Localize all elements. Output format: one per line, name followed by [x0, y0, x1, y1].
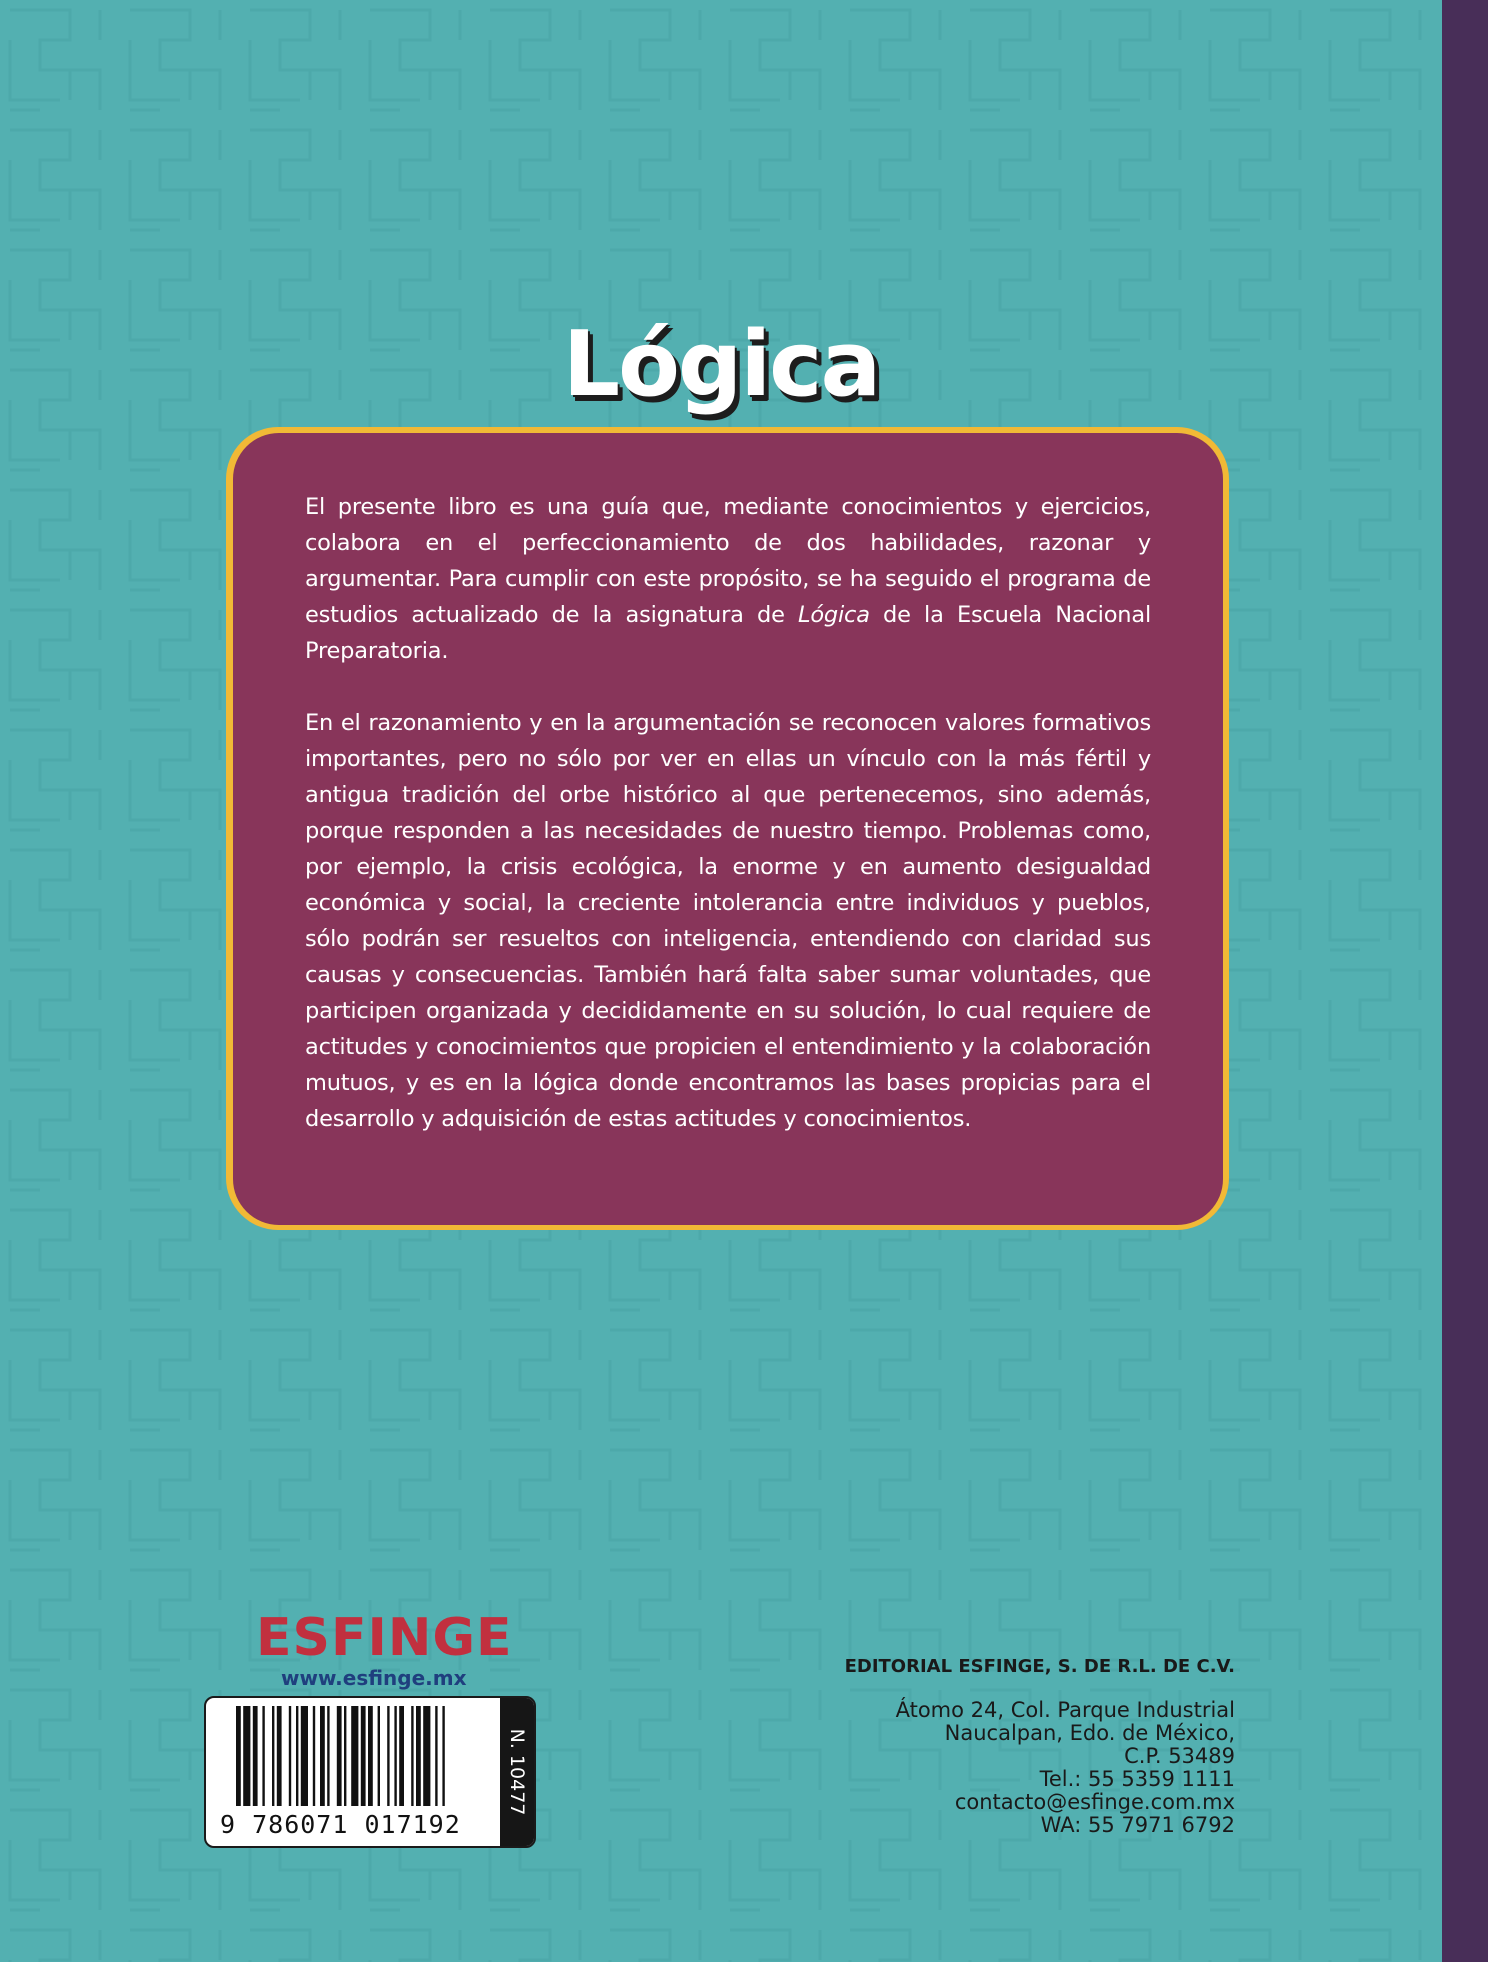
barcode-bar [262, 1706, 264, 1806]
book-title: Lógica [562, 312, 880, 417]
barcode-bar [296, 1706, 298, 1806]
barcode-bar [435, 1706, 437, 1806]
barcode-bar [361, 1706, 366, 1806]
barcode-bar [399, 1706, 404, 1806]
description-card [233, 433, 1223, 1225]
barcode-bar [277, 1706, 282, 1806]
publisher-website: www.esfinge.mx [281, 1666, 467, 1690]
description-paragraph-1 [305, 489, 1151, 669]
barcode-bar [301, 1706, 308, 1806]
publisher-whatsapp: WA: 55 7971 6792 [1040, 1813, 1235, 1837]
paragraph-1-italic-title: Lógica [797, 602, 870, 628]
barcode-bar [344, 1706, 346, 1806]
barcode-bar [411, 1706, 413, 1806]
publisher-logo: ESFINGE [256, 1608, 513, 1668]
barcode-bar [236, 1706, 241, 1806]
barcode-bar [387, 1706, 389, 1806]
barcode-bar [313, 1706, 315, 1806]
barcode-bar [253, 1706, 258, 1806]
publisher-address-2: Naucalpan, Edo. de México, [944, 1721, 1235, 1745]
paragraph-1-text-start: El presente libro es una guía que, mediante conocimientos y ejercicios, colabora en el perfeccionamiento de dos habilidades, razonar y argumentar. Para cumplir con este propósito, se ha seguido el programa de estudios actualizado de la asignatura de [305, 494, 1151, 628]
barcode-bar [320, 1706, 325, 1806]
isbn-barcode [204, 1696, 536, 1848]
barcode-bar [337, 1706, 342, 1806]
barcode-bar [327, 1706, 329, 1806]
barcode-bar [378, 1706, 380, 1806]
barcode-bar [416, 1706, 421, 1806]
publisher-name: EDITORIAL ESFINGE, S. DE R.L. DE C.V. [844, 1656, 1235, 1677]
barcode-bars [236, 1706, 486, 1806]
barcode-bar [272, 1706, 274, 1806]
barcode-bar [442, 1706, 444, 1806]
isbn-number: 9 786071 017192 [220, 1810, 461, 1839]
catalog-code-tab [500, 1698, 534, 1846]
publisher-info [845, 1656, 1235, 1837]
barcode-bar [289, 1706, 291, 1806]
publisher-phone: Tel.: 55 5359 1111 [1039, 1767, 1235, 1791]
barcode-bar [368, 1706, 373, 1806]
description-paragraph-2: En el razonamiento y en la argumentación se reconocen valores formativos importantes, pero no sólo por ver en ellas un vínculo con la más fértil y antigua tradición del orbe histórico al que pertenecemos, sino además, porque responden a las necesidades de nuestro tiempo. Problemas como, por ejemplo, la crisis ecológica, la enorme y en aumento desigualdad económica y social, la creciente intolerancia entre individuos y pueblos, sólo podrán ser resueltos con inteligencia, entendiendo con claridad sus causas y consecuencias. También hará falta saber sumar voluntades, que participen organizada y decididamente en su solución, lo cual requiere de actitudes y conocimientos que propicien el entendimiento y la colaboración mutuos, y es en la lógica donde encontramos las bases propicias para el desarrollo y adquisición de estas actitudes y conocimientos. [305, 710, 1151, 1132]
barcode-bar [423, 1706, 430, 1806]
catalog-code: N. 10477 [506, 1728, 528, 1816]
barcode-bar [351, 1706, 358, 1806]
barcode-bar [394, 1706, 396, 1806]
publisher-postal-code: C.P. 53489 [1124, 1744, 1235, 1768]
publisher-address-1: Átomo 24, Col. Parque Industrial [895, 1698, 1235, 1722]
barcode-bar [243, 1706, 250, 1806]
publisher-email: contacto@esfinge.com.mx [954, 1790, 1235, 1814]
paragraph-1-text-end: de la Escuela Nacional Preparatoria. [305, 602, 1151, 664]
book-spine [1442, 0, 1488, 1962]
